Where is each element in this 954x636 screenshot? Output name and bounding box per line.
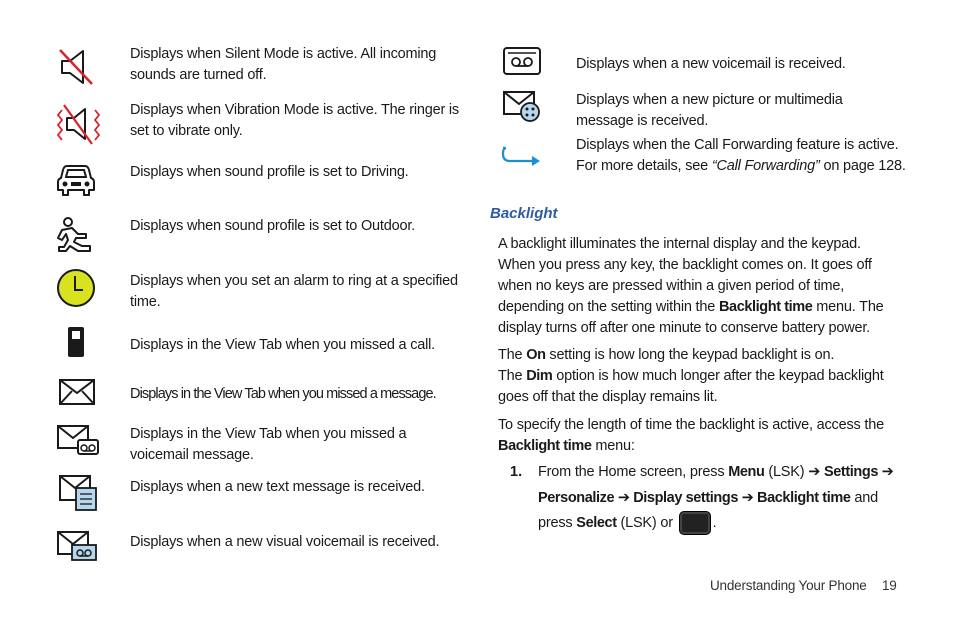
- ok-key-icon: [679, 511, 711, 535]
- missed-call-icon: [66, 326, 86, 358]
- driving-profile-description: Displays when sound profile is set to Driving.: [130, 164, 409, 180]
- on-dim-paragraph: The On setting is how long the keypad backlight is on. The Dim option is how much longer after the keypad backlight goes off that the display remains lit.: [498, 347, 884, 405]
- silent-mode-description: Displays when Silent Mode is active. All incoming sounds are turned off.: [130, 46, 437, 83]
- alarm-clock-icon: [56, 268, 96, 308]
- new-text-message-description: Displays when a new text message is received.: [130, 479, 425, 495]
- backlight-intro-paragraph: A backlight illuminates the internal display and the keypad. When you press any key, the backlight comes on. It goes off when no keys are pressed within a given period of time, depending on the setting within the Backlight time menu. The display turns off after one minute to conserve battery power.: [498, 236, 884, 336]
- footer-chapter: Understanding Your Phone: [710, 578, 867, 593]
- section-heading: Backlight: [490, 205, 558, 222]
- missed-voicemail-description: Displays in the View Tab when you missed a voicemail message.: [130, 426, 407, 463]
- voicemail-icon: [502, 46, 542, 76]
- call-forwarding-link[interactable]: “Call Forwarding”: [711, 158, 820, 174]
- new-visual-voicemail-description: Displays when a new visual voicemail is received.: [130, 534, 440, 550]
- missed-voicemail-icon: [56, 424, 100, 458]
- picture-message-icon: [502, 90, 542, 124]
- picture-message-description: Displays when a new picture or multimedia message is received.: [576, 92, 843, 129]
- missed-message-description: Displays in the View Tab when you missed a message.: [130, 386, 436, 402]
- access-menu-paragraph: To specify the length of time the backlight is active, access the Backlight time menu:: [498, 417, 884, 454]
- new-text-message-icon: [58, 474, 100, 512]
- vibration-mode-description: Displays when Vibration Mode is active. The ringer is set to vibrate only.: [130, 102, 459, 139]
- silent-mode-icon: [56, 46, 98, 88]
- call-forwarding-icon: [500, 140, 542, 166]
- new-visual-voicemail-icon: [56, 530, 100, 562]
- outdoor-profile-description: Displays when sound profile is set to Outdoor.: [130, 218, 415, 234]
- page-number: 19: [882, 578, 897, 593]
- step-1-instruction: From the Home screen, press Menu (LSK) ➔ Settings ➔ Personalize ➔ Display settings ➔ Backlight time and press Select (LSK) or .: [538, 460, 908, 537]
- vibration-mode-icon: [54, 102, 104, 146]
- call-forwarding-description: Displays when the Call Forwarding feature is active. For more details, see “Call Forwarding” on page 128.: [576, 137, 906, 174]
- alarm-description: Displays when you set an alarm to ring at a specified time.: [130, 273, 458, 310]
- voicemail-description: Displays when a new voicemail is received.: [576, 56, 846, 72]
- outdoor-profile-icon: [56, 216, 96, 254]
- missed-call-description: Displays in the View Tab when you missed a call.: [130, 337, 435, 353]
- step-number: 1.: [510, 464, 523, 480]
- driving-profile-icon: [57, 162, 95, 198]
- missed-message-icon: [58, 378, 96, 406]
